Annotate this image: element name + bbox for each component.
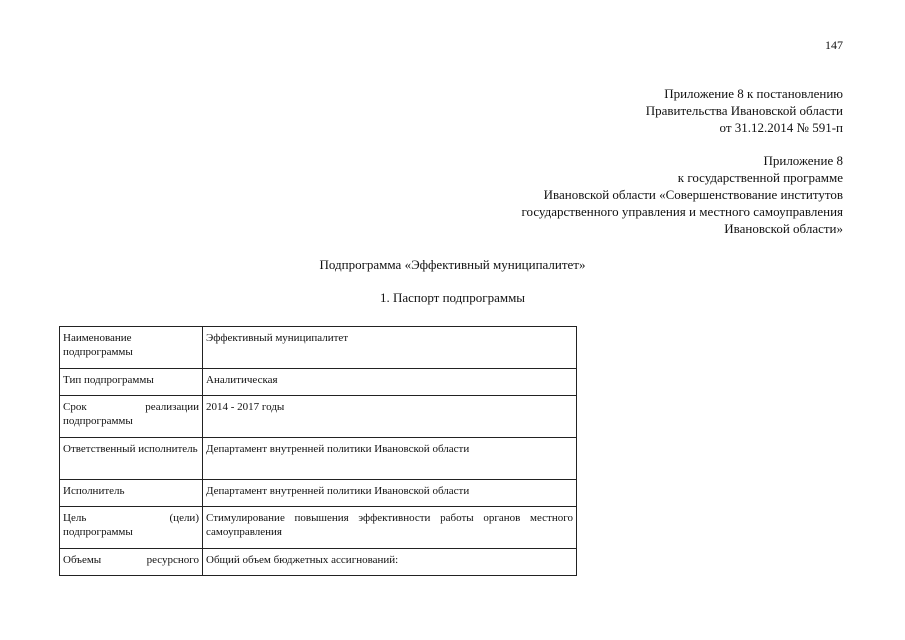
row-value: Аналитическая [203,369,577,396]
annex-program-line: к государственной программе [677,170,843,185]
label-word: (цели) [169,512,199,524]
table-row [60,480,577,507]
annex-resolution-header [646,85,843,136]
table-row [60,327,577,369]
annex-resolution-line: Правительства Ивановской области [645,103,843,118]
table-row [60,507,577,549]
page-number: 147 [825,38,843,52]
label-word: ресурсного [146,554,199,566]
label-word: подпрограммы [63,526,133,538]
row-value: Эффективный муниципалитет [203,327,577,369]
subprogram-title: Подпрограмма «Эффективный муниципалитет» [319,257,586,272]
row-value: Департамент внутренней политики Ивановской области [203,438,577,480]
row-label: Тип подпрограммы [60,369,203,396]
label-word: реализации [145,401,199,413]
label-word: Срок [63,401,87,413]
annex-program-line: Ивановской области «Совершенствование институтов [543,187,843,202]
row-value: Общий объем бюджетных ассигнований: [203,549,577,576]
annex-program-line: Ивановской области» [724,221,843,236]
table-row [60,549,577,576]
annex-resolution-line: Приложение 8 к постановлению [664,86,843,101]
row-value: 2014 - 2017 годы [203,396,577,438]
table-row [60,438,577,480]
passport-table [59,326,577,576]
row-label [60,396,203,438]
label-word: подпрограммы [63,415,133,427]
row-label: Исполнитель [60,480,203,507]
annex-program-line: государственного управления и местного самоуправления [521,204,843,219]
table-row [60,369,577,396]
label-word: Цель [63,512,87,524]
annex-program-header [521,152,843,237]
row-label [60,507,203,549]
row-label: Ответственный исполнитель [60,438,203,480]
label-word: Объемы [63,554,102,566]
annex-program-line: Приложение 8 [763,153,843,168]
passport-title: 1. Паспорт подпрограммы [379,290,526,305]
row-value: Стимулирование повышения эффективности работы органов местного самоуправления [203,507,577,549]
row-label [60,549,203,576]
annex-resolution-line: от 31.12.2014 № 591-п [719,120,843,135]
row-value: Департамент внутренней политики Ивановской области [203,480,577,507]
row-label: Наименование подпрограммы [60,327,203,369]
table-row [60,396,577,438]
